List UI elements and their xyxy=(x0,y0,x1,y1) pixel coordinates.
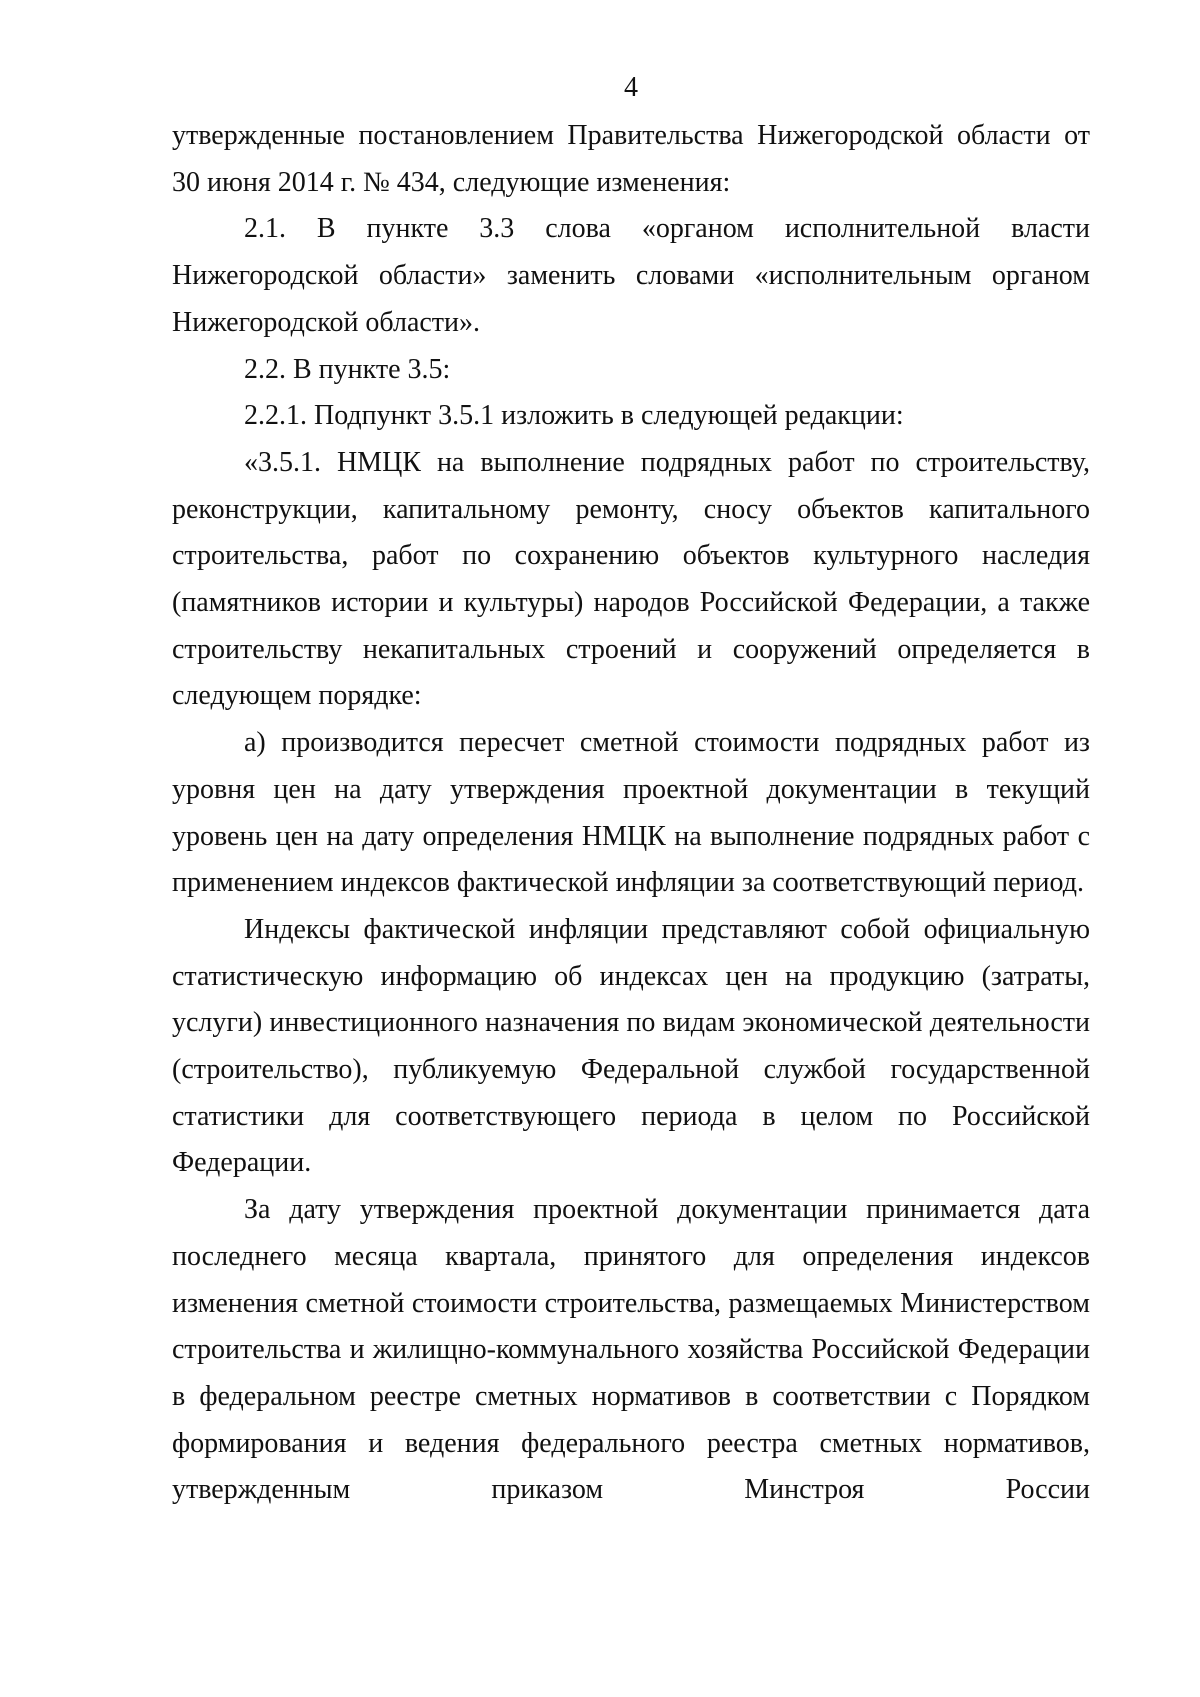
paragraph-inflation-indices: Индексы фактической инфляции представляют собой официальную статистическую информацию об индексах цен на продукцию (затраты, услуги) инвестиционного назначения по видам экономической деятельности (строительство), публикуемую Федеральной службой государственной статистики для соответствующего периода в целом по Российской Федерации. xyxy=(172,913,1090,1179)
document-page xyxy=(172,0,1090,1697)
paragraph-2-2: 2.2. В пункте 3.5: xyxy=(244,353,451,385)
document-body xyxy=(172,113,1090,1514)
paragraph-2-2-1: 2.2.1. Подпункт 3.5.1 изложить в следующей редакции: xyxy=(244,400,904,432)
page-number: 4 xyxy=(624,72,638,103)
paragraph-approval-date: За дату утверждения проектной документации принимается дата последнего месяца квартала, принятого для определения индексов изменения сметной стоимости строительства, размещаемых Министерством строительства и жилищно-коммунального хозяйства Российской Федерации в федеральном реестре сметных нормативов в соответствии с Порядком формирования и ведения федерального реестра сметных нормативов, утвержденным приказом Минстроя России xyxy=(172,1194,1090,1506)
paragraph-intro: утвержденные постановлением Правительства Нижегородской области от 30 июня 2014 г. № 434, следующие изменения: xyxy=(172,120,1090,198)
paragraph-item-a: а) производится пересчет сметной стоимости подрядных работ из уровня цен на дату утверждения проектной документации в текущий уровень цен на дату определения НМЦК на выполнение подрядных работ с применением индексов фактической инфляции за соответствующий период. xyxy=(172,727,1090,899)
paragraph-3-5-1: «3.5.1. НМЦК на выполнение подрядных работ по строительству, реконструкции, капитальному ремонту, сносу объектов капитального строительства, работ по сохранению объектов культурного наследия (памятников истории и культуры) народов Российской Федерации, а также строительству некапитальных строений и сооружений определяется в следующем порядке: xyxy=(172,446,1090,712)
paragraph-2-1: 2.1. В пункте 3.3 слова «органом исполнительной власти Нижегородской области» заменить словами «исполнительным органом Нижегородской области». xyxy=(172,213,1090,338)
